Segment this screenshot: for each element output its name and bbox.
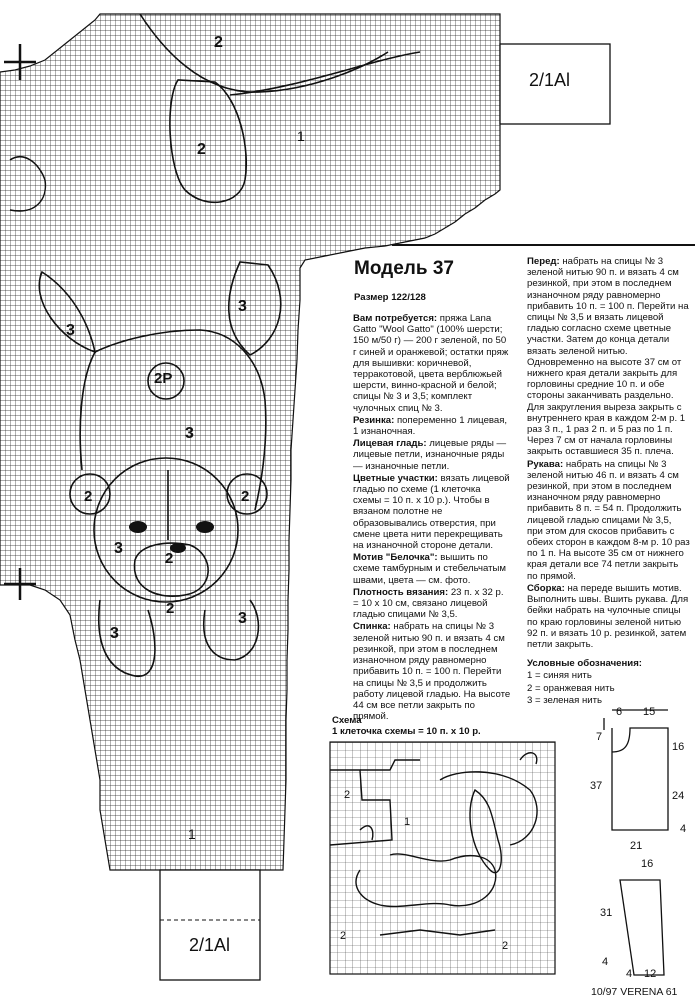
section-front: Перед: набрать на спицы № 3 зеленой нитью 90 п. и вязать 4 см резинкой, при этом в последнем изнаночном ряду равномерно прибавить 10 п. = 100 п. Перейти на спицы № 3,5 и вязать лицевой гладью согласно схеме цветные участки. Затем до конца детали вязать зеленой нитью. Одновременно на высоте 37 см от нижнего края детали закрыть для горловины средние 10 п. и обе стороны заканчивать раздельно. Для закругления выреза закрыть с внутреннего края в каждом 2-м р. 1 раз 3 п., 1 раз 2 п. и 5 раз по 1 п. Через 7 см от начала горловины закрыть оставшиеся 35 п. плеча. bbox=[527, 256, 689, 458]
size-label: Размер 122/128 bbox=[354, 292, 426, 303]
section-assembly: Сборка: на переде вышить мотив. Выполнить швы. Вшить рукава. Для бейки набрать на чулочные спицы по краю горловины зеленой нитью 92 п. и вязать 10 р. резинкой, затем петли закрыть. bbox=[527, 582, 689, 650]
legend-item-3: 3 = зеленая нить bbox=[527, 694, 603, 706]
chart-label-3b: 3 bbox=[66, 322, 75, 339]
scheme-label-2c: 2 bbox=[502, 940, 509, 952]
chart-label-2c: 2 bbox=[84, 488, 93, 505]
chart-label-2f: 2 bbox=[166, 600, 175, 617]
scheme-label-2b: 2 bbox=[340, 930, 347, 942]
section-sleeves: Рукава: набрать на спицы № 3 зеленой нитью 46 п. и вязать 4 см резинкой, при этом в последнем изнаночном ряду равномерно прибавить 8 п. = 54 п. Продолжить лицевой гладью спицами № 3,5, при этом для скосов прибавить с обеих сторон в каждом 8-м р. 10 раз по 1 п. На высоте 35 см от нижнего края детали все 74 петли закрыть по прямой. bbox=[527, 458, 690, 582]
chart-label-2e: 2 bbox=[165, 550, 174, 567]
dim-sleeve-12: 12 bbox=[644, 968, 657, 980]
chart-label-2d: 2 bbox=[241, 488, 250, 505]
dim-7: 7 bbox=[596, 731, 603, 743]
scheme-grid bbox=[330, 742, 555, 974]
chart-label-3d: 3 bbox=[114, 540, 123, 557]
dim-4: 4 bbox=[680, 823, 687, 835]
scheme-subtitle: 1 клеточка схемы = 10 п. х 10 р. bbox=[332, 726, 481, 737]
dim-16: 16 bbox=[672, 741, 685, 753]
heading-rule bbox=[392, 244, 695, 246]
dim-sleeve-41: 4 bbox=[626, 968, 633, 980]
chart-label-2p: 2P bbox=[154, 370, 173, 387]
section-materials: Вам потребуется: пряжа Lana Gatto "Wool Gatto" (100% шерсти; 150 м/50 г) — 200 г зеленой, по 50 г синей и оранжевой; остатки пряж для вышивки: коричневой, терракотовой, цвета верблюжьей шерсти, винно-красной и белой; спицы № 3 и 3,5; комплект чулочных спиц № 3. bbox=[353, 313, 509, 414]
legend-title: Условные обозначения: bbox=[527, 658, 642, 670]
chart-label-2b: 2 bbox=[197, 141, 206, 158]
chart-label-3e: 3 bbox=[238, 610, 247, 627]
dim-24: 24 bbox=[672, 790, 685, 802]
legend-item-2: 2 = оранжевая нить bbox=[527, 682, 615, 694]
section-back: Спинка: набрать на спицы № 3 зеленой нитью 90 п. и вязать 4 см резинкой, при этом в последнем изнаночном ряду равномерно прибавить 10 п. = 100 п. Перейти на спицы № 3,5 и продолжить работу лицевой гладью. На высоте 44 см все петли закрыть по прямой. bbox=[353, 621, 511, 723]
dim-37: 37 bbox=[590, 780, 603, 792]
chart-label-3f: 3 bbox=[110, 625, 119, 642]
text-column-right bbox=[527, 256, 690, 707]
dim-21: 21 bbox=[630, 840, 643, 852]
dim-15: 15 bbox=[643, 706, 656, 718]
chart-label-3a: 3 bbox=[238, 298, 247, 315]
page-footer: 10/97 VERENA 61 bbox=[591, 986, 678, 998]
section-color-areas: Цветные участки: вязать лицевой гладью по схеме (1 клеточка схемы = 10 п. х 10 р.). Чтобы в вязаном полотне не образовывались отверстия, при смене цвета нити перекрещивать на изнаночной стороне детали. bbox=[353, 472, 510, 552]
chart-label-1b: 1 bbox=[188, 826, 196, 842]
scheme-label-1a: 1 bbox=[404, 816, 411, 828]
section-gauge: Плотность вязания: 23 п. х 32 р. = 10 х 10 см, связано лицевой гладью спицами № 3,5. bbox=[353, 586, 504, 621]
section-rib: Резинка: попеременно 1 лицевая, 1 изнаночная. bbox=[353, 414, 508, 438]
section-stockinette: Лицевая гладь: лицевые ряды — лицевые петли, изнаночные ряды — изнаночные петли. bbox=[353, 438, 507, 472]
chart-label-2a: 2 bbox=[214, 34, 223, 51]
cuff-top-label: 2/1Al bbox=[529, 70, 571, 90]
section-motif: Мотив "Белочка": вышить по схеме тамбурным и стебельчатым швами, цвета — см. фото. bbox=[353, 552, 506, 586]
cuff-bottom-label: 2/1Al bbox=[189, 935, 231, 955]
dim-sleeve-16: 16 bbox=[641, 858, 654, 870]
text-column-left bbox=[353, 313, 511, 723]
scheme-title: Схема bbox=[332, 715, 362, 726]
chart-label-1a: 1 bbox=[297, 128, 305, 144]
dim-sleeve-4: 4 bbox=[602, 956, 609, 968]
dim-sleeve-31: 31 bbox=[600, 907, 613, 919]
model-title: Модель 37 bbox=[354, 258, 454, 279]
scheme-label-2a: 2 bbox=[344, 789, 351, 801]
dim-6: 6 bbox=[616, 706, 623, 718]
legend-item-1: 1 = синяя нить bbox=[527, 670, 592, 682]
chart-label-3c: 3 bbox=[185, 425, 194, 442]
